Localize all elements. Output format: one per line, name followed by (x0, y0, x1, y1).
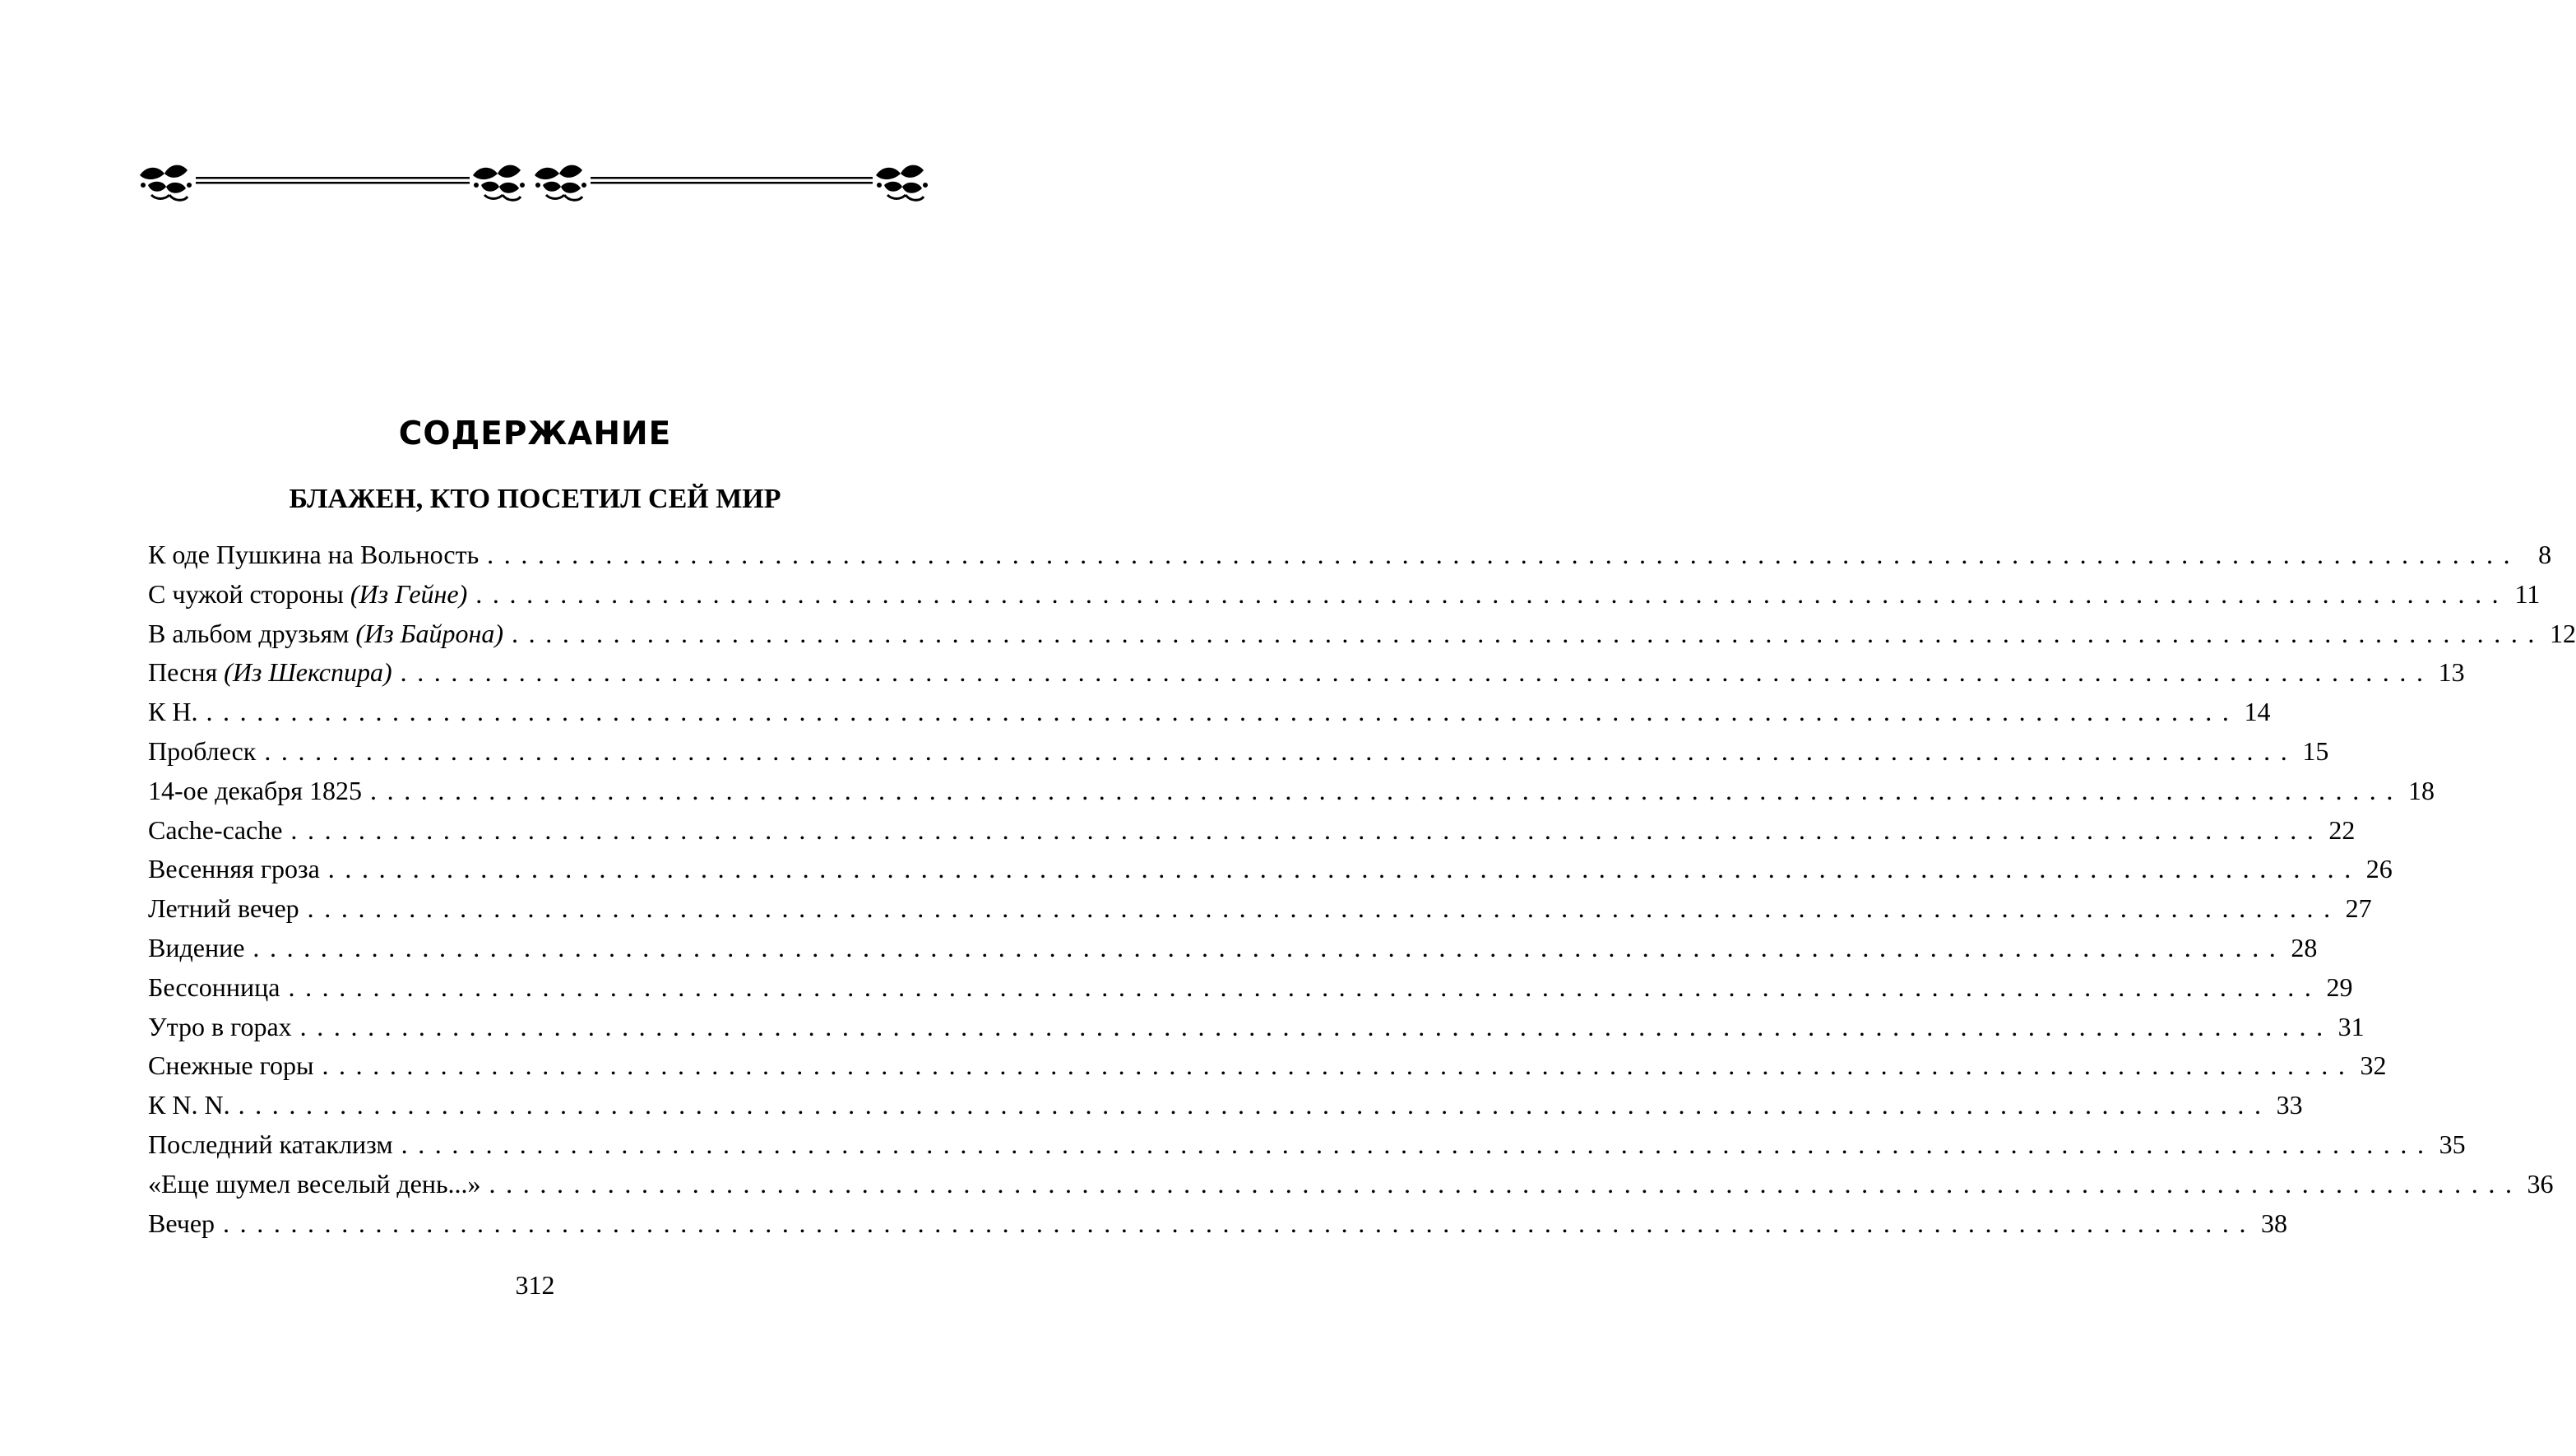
toc-entry-title (148, 811, 282, 851)
toc-entry-title (148, 889, 299, 929)
dot-leader: ........................................................................................................................ (400, 657, 2434, 688)
toc-entry-title-text: 14-ое декабря 1825 (148, 775, 362, 805)
toc-entry-title-text: Песня (148, 657, 225, 688)
toc-entry (148, 929, 2318, 968)
toc-entry (148, 1204, 2288, 1244)
page-title: СОДЕРЖАНИЕ (398, 415, 672, 452)
toc-entry-title (148, 575, 467, 614)
toc-entry (148, 1008, 2365, 1047)
toc-entry-title (148, 929, 244, 968)
toc-entry-title-text: Последний катаклизм (148, 1129, 393, 1159)
table-of-contents (148, 536, 2576, 1243)
toc-entry-page: 22 (2328, 814, 2356, 845)
dot-leader: ........................................................................................................................ (206, 697, 2240, 727)
toc-entry-page: 15 (2302, 735, 2329, 766)
dot-leader: ........................................................................................................................ (401, 1129, 2435, 1159)
dot-leader: ........................................................................................................................ (238, 1090, 2272, 1120)
toc-entry-title-text: К Н. (148, 697, 198, 727)
dot-leader: ........................................................................................................................ (253, 932, 2286, 962)
toc-entry-title (148, 850, 320, 889)
toc-entry (148, 1125, 2466, 1165)
toc-entry-title (148, 693, 197, 732)
toc-entry-title (148, 1008, 292, 1047)
section-heading: БЛАЖЕН, КТО ПОСЕТИЛ СЕЙ МИР (289, 484, 781, 514)
toc-entry-page: 36 (2527, 1168, 2554, 1199)
toc-entry-title-text: Утро в горах (148, 1011, 292, 1041)
dot-leader: ........................................................................................................................ (288, 971, 2322, 1002)
dot-leader: ........................................................................................................................ (299, 1011, 2333, 1041)
toc-entry (148, 536, 2552, 575)
toc-entry-page: 28 (2291, 932, 2318, 962)
dot-leader: ........................................................................................................................ (487, 540, 2521, 569)
toc-entry (148, 811, 2356, 851)
toc-entry-title (148, 968, 280, 1008)
toc-entry-title-text: К N. N. (148, 1090, 230, 1120)
dot-leader: ........................................................................................................................ (512, 618, 2546, 648)
toc-entry-page: 32 (2360, 1050, 2387, 1081)
toc-entry (148, 1086, 2303, 1125)
toc-entry-title-text: В альбом друзьям (148, 618, 356, 648)
toc-entry-title (148, 653, 392, 693)
toc-entry-title-text: Видение (148, 932, 245, 962)
toc-entry-page: 12 (2550, 618, 2576, 648)
toc-entry-page: 33 (2276, 1090, 2303, 1120)
toc-entry-title-text: «Еще шумел веселый день...» (148, 1168, 481, 1199)
toc-entry-title-text: К оде Пушкина на Вольность (148, 540, 480, 569)
toc-entry-page: 31 (2337, 1011, 2365, 1041)
toc-entry-title-text: Cache-cache (148, 814, 283, 845)
toc-entry-page: 11 (2514, 578, 2541, 609)
toc-entry-source-note: (Из Шекспира) (224, 657, 392, 688)
dot-leader: ........................................................................................................................ (290, 814, 2324, 845)
toc-entry-title (148, 772, 362, 811)
dot-leader: ........................................................................................................................ (322, 1050, 2356, 1081)
toc-entry (148, 968, 2353, 1008)
toc-entry-title-text: Весенняя гроза (148, 854, 320, 884)
toc-entry (148, 653, 2465, 693)
toc-entry-title-text: Снежные горы (148, 1050, 314, 1081)
toc-entry-title (148, 536, 479, 575)
toc-entry-page: 29 (2326, 971, 2353, 1002)
toc-entry-page: 18 (2408, 775, 2435, 805)
toc-entry-title-text: Летний вечер (148, 893, 299, 924)
toc-entry-title-text: Бессонница (148, 971, 280, 1002)
toc-entry (148, 1165, 2554, 1204)
toc-entry-title (148, 614, 503, 654)
toc-entry-page: 26 (2365, 854, 2393, 884)
toc-entry (148, 614, 2576, 654)
dot-leader: ........................................................................................................................ (223, 1208, 2257, 1238)
toc-entry-title (148, 732, 256, 772)
toc-entry-title-text: С чужой стороны (148, 578, 350, 609)
dot-leader: ........................................................................................................................ (307, 893, 2341, 924)
toc-entry-title-text: Вечер (148, 1208, 215, 1238)
toc-entry (148, 889, 2372, 929)
toc-entry (148, 732, 2329, 772)
toc-entry-page: 35 (2439, 1129, 2466, 1159)
toc-entry (148, 575, 2541, 614)
dot-leader: ........................................................................................................................ (264, 735, 2298, 766)
dot-leader: ........................................................................................................................ (370, 775, 2403, 805)
toc-entry-title (148, 1046, 313, 1086)
toc-entry (148, 693, 2271, 732)
toc-entry (148, 850, 2393, 889)
page-number: 312 (515, 1270, 555, 1300)
toc-entry-page: 14 (2244, 697, 2271, 727)
dot-leader: ........................................................................................................................ (489, 1168, 2523, 1199)
toc-entry-page: 8 (2538, 540, 2552, 569)
dot-leader: ........................................................................................................................ (475, 578, 2509, 609)
toc-entry-title (148, 1204, 215, 1244)
toc-entry-page: 38 (2261, 1208, 2288, 1238)
toc-entry-title-text: Проблеск (148, 735, 257, 766)
toc-entry-source-note: (Из Байрона) (355, 618, 504, 648)
toc-entry-page: 27 (2345, 893, 2372, 924)
dot-leader: ........................................................................................................................ (327, 854, 2361, 884)
toc-entry (148, 772, 2435, 811)
toc-entry-title (148, 1125, 393, 1165)
toc-entry (148, 1046, 2387, 1086)
toc-entry-title (148, 1086, 230, 1125)
toc-entry-title (148, 1165, 481, 1204)
decorative-divider-icon (140, 156, 929, 214)
toc-entry-source-note: (Из Гейне) (350, 578, 468, 609)
toc-entry-page: 13 (2438, 657, 2465, 688)
